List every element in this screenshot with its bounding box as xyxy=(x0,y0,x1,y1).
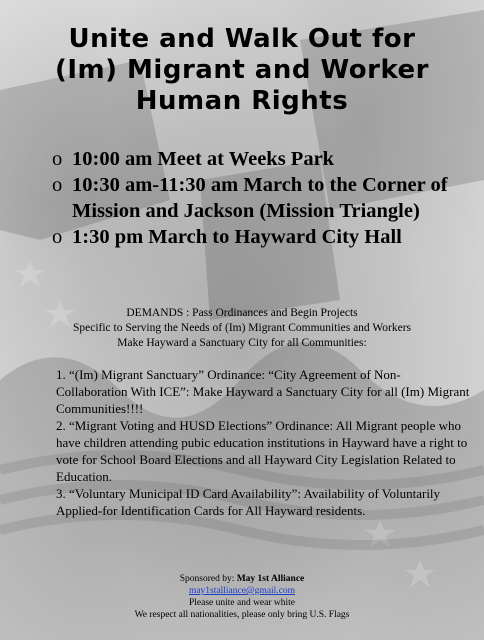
title-line: (Im) Migrant and Worker xyxy=(54,55,430,85)
demands-heading xyxy=(10,306,474,351)
sponsor-line xyxy=(10,573,474,585)
sponsor-prefix: Sponsored by: xyxy=(179,574,235,584)
bullet-icon: o xyxy=(52,148,63,170)
schedule-item-text: 10:00 am Meet at Weeks Park xyxy=(72,148,335,170)
demand-item: 1. “(Im) Migrant Sanctuary” Ordinance: “City Agreement of Non-Collaboration With ICE”: Make Hayward a Sanctuary City for all (Im) Migrant Communities!!!! xyxy=(56,367,470,416)
demand-item: 2. “Migrant Voting and HUSD Elections” Ordinance: All Migrant people who have children attending pubic education institutions in Hayward have a right to vote for School Board Elections and all Hayward City Legislation Related to Education. xyxy=(56,418,468,484)
email-link[interactable]: may1stalliance@gmail.com xyxy=(188,586,296,596)
schedule-item xyxy=(52,146,476,172)
demands-heading-line: Specific to Serving the Needs of (Im) Migrant Communities and Workers xyxy=(72,322,412,334)
schedule-item xyxy=(52,172,476,224)
demands-list xyxy=(56,366,470,519)
demands-heading-line: DEMANDS : Pass Ordinances and Begin Projects xyxy=(126,307,358,319)
flyer-footer xyxy=(10,573,474,621)
title-line: Unite and Walk Out for xyxy=(68,24,416,54)
flags-note: We respect all nationalities, please only bring U.S. Flags xyxy=(134,610,350,620)
demand-item: 3. “Voluntary Municipal ID Card Availability”: Availability of Voluntarily Applied-for Identification Cards for All Hayward residents. xyxy=(56,486,441,518)
bullet-icon: o xyxy=(52,226,63,248)
wear-white-note: Please unite and wear white xyxy=(188,598,296,608)
event-schedule xyxy=(52,146,476,250)
title-line: Human Rights xyxy=(135,86,349,116)
sponsor-name: May 1st Alliance xyxy=(236,574,305,584)
demands-heading-line: Make Hayward a Sanctuary City for all Communities: xyxy=(117,337,367,349)
schedule-item-text: 10:30 am-11:30 am March to the Corner of Mission and Jackson (Mission Triangle) xyxy=(72,174,448,222)
schedule-item xyxy=(52,224,476,250)
bullet-icon: o xyxy=(52,174,63,196)
schedule-item-text: 1:30 pm March to Hayward City Hall xyxy=(72,226,402,248)
flyer-title xyxy=(10,24,474,117)
